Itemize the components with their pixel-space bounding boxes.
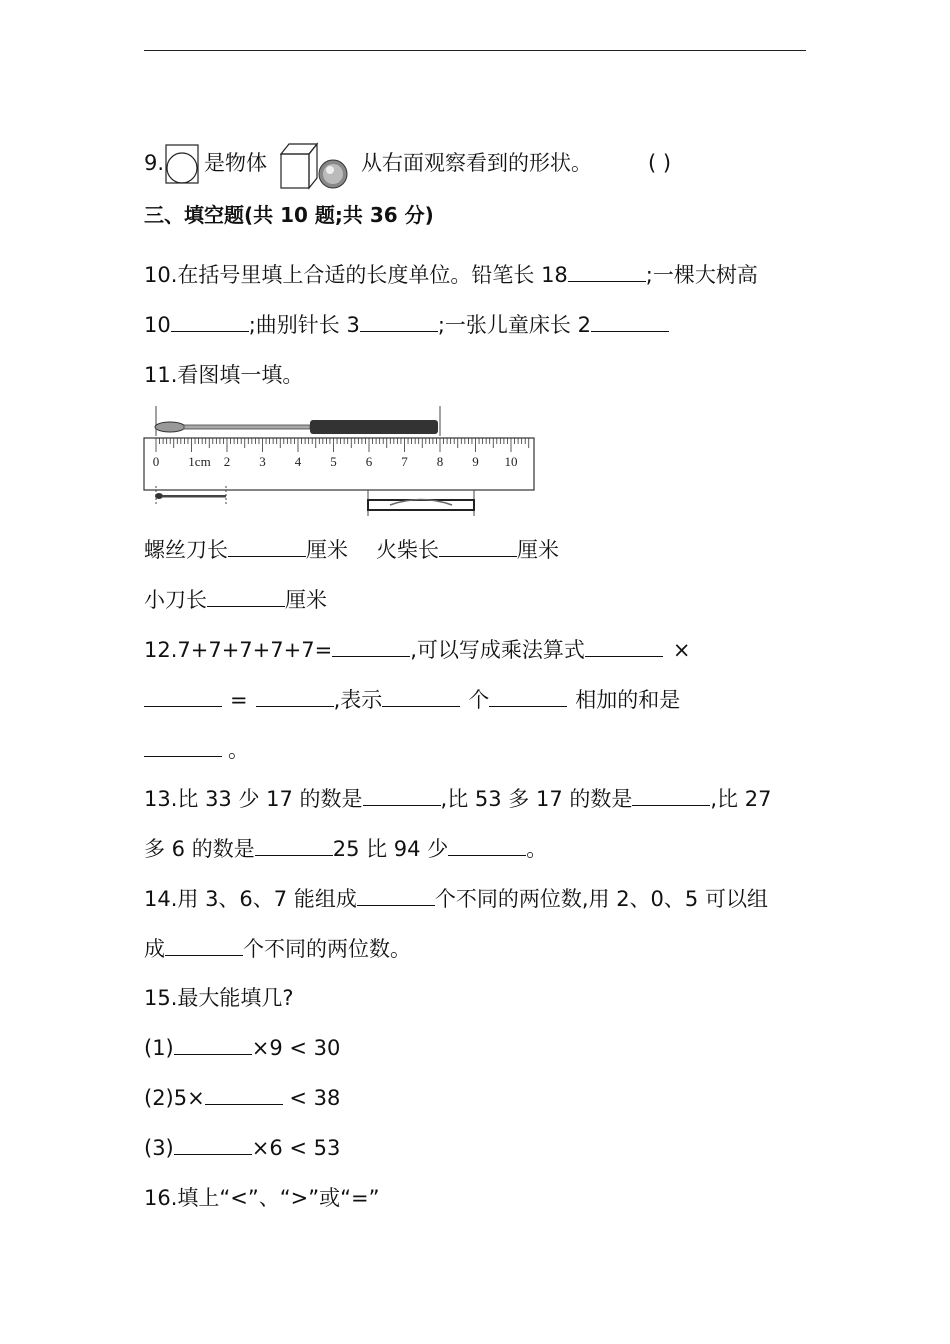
- q12-text-4: 个: [468, 688, 490, 712]
- ruler-label: 10: [504, 454, 518, 469]
- answer-blank[interactable]: [255, 835, 333, 856]
- answer-blank[interactable]: [174, 1134, 252, 1155]
- q13-text-2: ,比 53 多 17 的数是: [440, 787, 633, 811]
- question-13-line-1: [144, 785, 771, 813]
- q10-text-4: ;曲别针长 3: [248, 313, 360, 337]
- q15-p2-label: (2)5×: [144, 1086, 205, 1110]
- equals-sign: =: [230, 688, 248, 712]
- q15-p1-text: ×9 < 30: [251, 1036, 341, 1060]
- q9-number: 9.: [144, 151, 165, 175]
- ruler-label: 5: [330, 454, 337, 469]
- q10-text-3: 10: [144, 313, 171, 337]
- q12-text-1: 12.7+7+7+7+7=: [144, 638, 333, 662]
- ruler-label: 2: [223, 454, 231, 469]
- answer-blank[interactable]: [568, 261, 646, 282]
- q14-text-1: 14.用 3、6、7 能组成: [144, 887, 357, 911]
- unit-label: 厘米: [517, 538, 559, 562]
- question-15-part-2: [144, 1084, 340, 1112]
- q13-text-1: 13.比 33 少 17 的数是: [144, 787, 363, 811]
- answer-blank[interactable]: [632, 785, 710, 806]
- q9-text-2: 从右面观察看到的形状。: [361, 151, 593, 175]
- q12-text-3: ,表示: [333, 688, 383, 712]
- question-16-title: 16.填上“<”、“>”或“=”: [144, 1186, 380, 1210]
- ruler-label: 0: [152, 454, 160, 469]
- q14-text-2: 个不同的两位数,用 2、0、5 可以组: [434, 887, 768, 911]
- ruler-label: 1cm: [188, 454, 211, 469]
- question-11-answers-2: [144, 586, 327, 614]
- answer-blank[interactable]: [585, 636, 663, 657]
- q14-text-4: 个不同的两位数。: [243, 937, 411, 961]
- q12-end: 。: [228, 738, 249, 762]
- answer-blank[interactable]: [357, 885, 435, 906]
- q15-p2-text: < 38: [282, 1086, 341, 1110]
- q15-p1-label: (1): [144, 1036, 174, 1060]
- q10-text-1: 10.在括号里填上合适的长度单位。铅笔长 18: [144, 263, 568, 287]
- question-10-line-2: [144, 311, 669, 339]
- question-14-line-2: [144, 935, 411, 963]
- question-14-line-1: [144, 885, 768, 913]
- answer-parentheses[interactable]: ( ): [648, 151, 672, 175]
- question-15-title: 15.最大能填几?: [144, 986, 294, 1010]
- question-10-line-1: [144, 261, 758, 289]
- ruler-label: 4: [294, 454, 302, 469]
- match-label: 火柴长: [376, 538, 439, 562]
- answer-blank[interactable]: [448, 835, 526, 856]
- unit-label: 厘米: [285, 588, 327, 612]
- q10-text-2: ;一棵大树高: [645, 263, 758, 287]
- answer-blank[interactable]: [205, 1084, 283, 1105]
- q12-text-5: 相加的和是: [575, 688, 681, 712]
- ruler-label: 9: [472, 454, 479, 469]
- header-rule: [144, 50, 806, 51]
- answer-blank[interactable]: [144, 736, 222, 757]
- question-15-part-1: [144, 1034, 340, 1062]
- q15-p3-label: (3): [144, 1136, 174, 1160]
- circle-view-figure: [164, 144, 200, 184]
- answer-blank[interactable]: [256, 686, 334, 707]
- question-11-title: 11.看图填一填。: [144, 363, 304, 387]
- answer-blank[interactable]: [171, 311, 249, 332]
- q13-text-4: 多 6 的数是: [144, 837, 255, 861]
- question-11-answers-1: [144, 536, 559, 564]
- question-12-line-2: [144, 686, 680, 714]
- q14-text-3: 成: [144, 937, 165, 961]
- question-13-line-2: [144, 835, 547, 863]
- times-sign: ×: [672, 638, 691, 662]
- q13-text-3: ,比 27: [710, 787, 772, 811]
- screwdriver-label: 螺丝刀长: [144, 538, 228, 562]
- answer-blank[interactable]: [144, 686, 222, 707]
- q15-p3-text: ×6 < 53: [251, 1136, 341, 1160]
- answer-blank[interactable]: [207, 586, 285, 607]
- ruler-label: 7: [401, 454, 408, 469]
- answer-blank[interactable]: [332, 636, 410, 657]
- box-and-ball-figure: [277, 136, 361, 192]
- ruler-label: 3: [259, 454, 266, 469]
- question-12-line-1: [144, 636, 690, 664]
- answer-blank[interactable]: [363, 785, 441, 806]
- answer-blank[interactable]: [439, 536, 517, 557]
- q10-text-5: ;一张儿童床长 2: [437, 313, 591, 337]
- knife-label: 小刀长: [144, 588, 207, 612]
- q9-text-1: 是物体: [204, 151, 268, 175]
- ruler-figure: [140, 402, 540, 520]
- question-15-part-3: [144, 1134, 340, 1162]
- answer-blank[interactable]: [591, 311, 669, 332]
- answer-blank[interactable]: [382, 686, 460, 707]
- section-3-heading: 三、填空题(共 10 题;共 36 分): [144, 203, 434, 227]
- answer-blank[interactable]: [165, 935, 243, 956]
- q12-text-2: ,可以写成乘法算式: [410, 638, 585, 662]
- question-12-line-3: [144, 736, 249, 764]
- answer-blank[interactable]: [489, 686, 567, 707]
- question-9: [144, 136, 671, 192]
- ruler-label: 6: [365, 454, 373, 469]
- q13-text-5: 25 比 94 少: [332, 837, 449, 861]
- unit-label: 厘米: [306, 538, 348, 562]
- answer-blank[interactable]: [174, 1034, 252, 1055]
- answer-blank[interactable]: [228, 536, 306, 557]
- answer-blank[interactable]: [360, 311, 438, 332]
- ruler-label: 8: [436, 454, 444, 469]
- q13-end: 。: [526, 837, 548, 861]
